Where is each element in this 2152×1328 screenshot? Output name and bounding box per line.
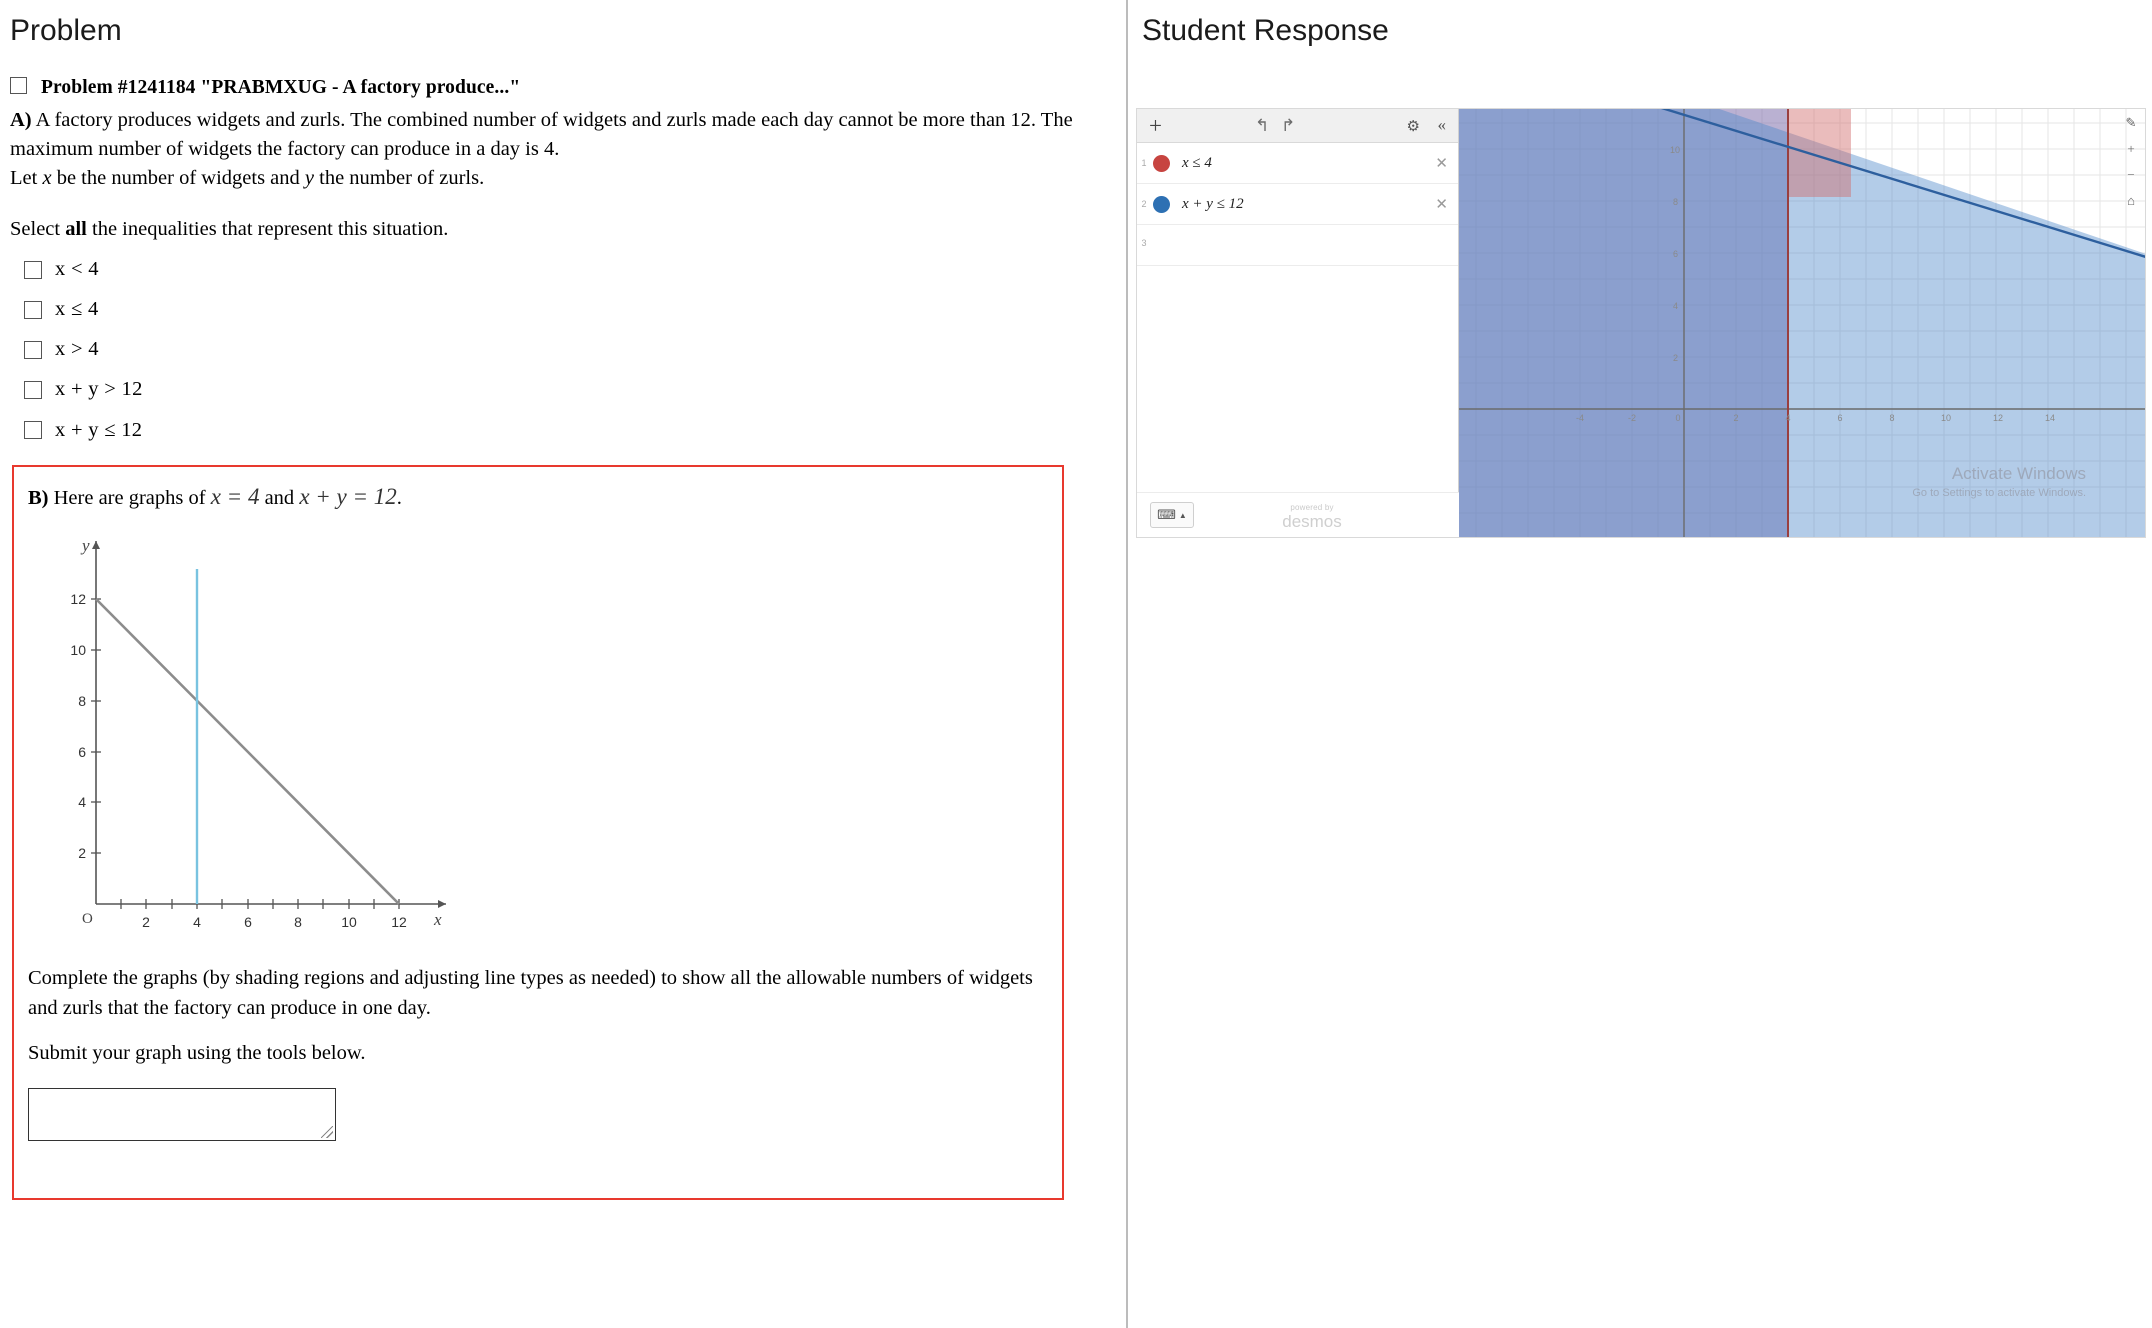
part-b-lead-pre: Here are graphs of: [53, 486, 211, 509]
expression-text[interactable]: x ≤ 4: [1182, 154, 1212, 171]
part-a-def-pre: Let: [10, 166, 43, 189]
region-overlap: [1788, 109, 1851, 197]
home-icon[interactable]: ⌂: [2127, 193, 2135, 208]
part-a-def-post: the number of zurls.: [314, 166, 485, 189]
desmos-calculator[interactable]: [1136, 108, 2146, 538]
svg-text:12: 12: [70, 591, 86, 608]
svg-text:8: 8: [1889, 413, 1895, 423]
svg-text:12: 12: [391, 914, 407, 931]
expression-index: 1: [1141, 158, 1147, 168]
equation-x-equals-4: x = 4: [210, 483, 260, 509]
svg-text:12: 12: [1992, 413, 2004, 423]
student-response-pane: [1128, 0, 2150, 1328]
svg-text:8: 8: [78, 693, 86, 710]
desmos-footer: [1137, 492, 1459, 538]
part-a-label: A): [10, 108, 32, 131]
powered-by-label: powered by: [1290, 503, 1334, 512]
chevron-up-icon: ▲: [1178, 510, 1187, 520]
svg-text:-2: -2: [1627, 413, 1637, 423]
svg-text:4: 4: [193, 914, 201, 931]
expression-row[interactable]: [1137, 184, 1458, 225]
svg-text:O: O: [82, 911, 93, 928]
add-expression-button[interactable]: +: [1149, 113, 1162, 138]
svg-text:4: 4: [1785, 413, 1791, 423]
part-b-lead-post: .: [396, 486, 402, 509]
svg-text:10: 10: [1940, 413, 1952, 423]
select-pre: Select: [10, 218, 66, 241]
choice-checkbox[interactable]: [24, 341, 42, 359]
part-a-paragraph: [10, 106, 1114, 164]
student-response-title: Student Response: [1142, 14, 1389, 47]
choice-checkbox[interactable]: [24, 261, 42, 279]
variable-x: x: [42, 166, 52, 189]
problem-checkbox[interactable]: [10, 77, 27, 94]
svg-text:4: 4: [78, 794, 86, 811]
close-icon[interactable]: ✕: [1435, 155, 1448, 172]
choice-label: x > 4: [55, 338, 99, 361]
choice-label: x + y > 12: [55, 378, 143, 401]
reference-graph-svg: [46, 529, 456, 939]
windows-activation-watermark: [1912, 463, 2086, 501]
close-icon[interactable]: ✕: [1435, 196, 1448, 213]
part-a-def-mid: be the number of widgets and: [51, 166, 305, 189]
wrench-icon[interactable]: ✎: [2125, 115, 2137, 130]
keyboard-icon[interactable]: [1150, 502, 1194, 528]
part-b-instruction: Complete the graphs (by shading regions and adjusting line types as needed) to show all the allowable numbers of widgets and zurls that the factory can produce in one day.: [28, 967, 1033, 1019]
expression-index: 3: [1141, 238, 1147, 248]
choice-checkbox[interactable]: [24, 381, 42, 399]
part-b-panel: [12, 465, 1064, 1200]
page-title: Problem: [10, 14, 122, 47]
svg-text:y: y: [82, 536, 90, 556]
line-x-plus-y-12: [96, 599, 399, 904]
choice-checkbox[interactable]: [24, 421, 42, 439]
svg-text:14: 14: [2044, 413, 2056, 423]
choice-option[interactable]: [10, 335, 1114, 364]
expression-text[interactable]: x + y ≤ 12: [1182, 195, 1244, 212]
answer-textarea[interactable]: [28, 1088, 336, 1141]
svg-text:8: 8: [294, 914, 302, 931]
expression-index: 2: [1141, 199, 1147, 209]
desmos-toolbar: [1137, 109, 1458, 143]
svg-text:2: 2: [1733, 413, 1739, 423]
select-post: the inequalities that represent this situation.: [86, 218, 449, 241]
choice-label: x ≤ 4: [55, 298, 99, 321]
keyboard-glyph: ⌨: [1157, 507, 1176, 522]
zoom-out-icon[interactable]: −: [2127, 167, 2135, 182]
part-a-text: A factory produces widgets and zurls. The combined number of widgets and zurls made each day cannot be more than 12. The maximum number of widgets the factory can produce in a day is 4.: [10, 108, 1073, 160]
gear-icon[interactable]: ⚙: [1406, 119, 1420, 135]
problem-header-row: [10, 74, 1114, 102]
expression-row[interactable]: [1137, 143, 1458, 184]
part-b-label: B): [28, 486, 49, 509]
expression-row-empty[interactable]: [1137, 225, 1458, 266]
desmos-expression-panel: [1137, 109, 1459, 538]
choice-option[interactable]: [10, 295, 1114, 324]
choice-option[interactable]: [10, 416, 1114, 445]
problem-body: [0, 74, 1126, 1200]
choice-option[interactable]: [10, 375, 1114, 404]
desmos-wordmark: desmos: [1282, 512, 1342, 531]
svg-text:0: 0: [1675, 413, 1681, 423]
problem-title: Problem #1241184 "PRABMXUG - A factory produce...": [41, 77, 521, 98]
svg-text:6: 6: [1672, 249, 1678, 259]
svg-text:6: 6: [244, 914, 252, 931]
choice-list: [10, 255, 1114, 445]
redo-icon[interactable]: ↱: [1281, 116, 1296, 135]
zoom-in-icon[interactable]: +: [2127, 141, 2135, 156]
watermark-line-1: Activate Windows: [1951, 464, 2086, 484]
select-all-emphasis: all: [65, 218, 87, 241]
desmos-graph[interactable]: [1459, 109, 2146, 538]
svg-text:10: 10: [70, 642, 86, 659]
svg-text:6: 6: [78, 744, 86, 761]
part-b-lead: [28, 481, 1046, 514]
svg-text:8: 8: [1672, 197, 1678, 207]
choice-checkbox[interactable]: [24, 301, 42, 319]
desmos-branding: [1257, 503, 1367, 532]
svg-text:x: x: [434, 910, 442, 930]
svg-text:10: 10: [1669, 145, 1680, 155]
svg-text:4: 4: [1672, 301, 1678, 311]
reference-graph: [46, 529, 1046, 948]
part-b-submit-note: Submit your graph using the tools below.: [28, 1041, 366, 1064]
choice-label: x + y ≤ 12: [55, 418, 143, 441]
desmos-graph-controls[interactable]: [2120, 115, 2142, 209]
select-instruction: [10, 215, 1114, 244]
watermark-line-2: Go to Settings to activate Windows.: [1912, 487, 2086, 500]
part-a-definition: [10, 164, 1114, 193]
svg-text:6: 6: [1837, 413, 1843, 423]
equation-x-plus-y-equals-12: x + y = 12: [299, 483, 397, 509]
expression-color-swatch[interactable]: [1153, 196, 1170, 213]
variable-y: y: [304, 166, 315, 189]
svg-text:10: 10: [341, 914, 357, 931]
undo-icon[interactable]: ↰: [1255, 116, 1270, 135]
svg-text:2: 2: [78, 845, 86, 862]
svg-text:2: 2: [1672, 353, 1678, 363]
choice-label: x < 4: [55, 258, 99, 281]
collapse-icon[interactable]: «: [1437, 115, 1446, 134]
part-b-lead-mid: and: [259, 486, 300, 509]
answer-input[interactable]: [29, 1089, 339, 1144]
choice-option[interactable]: [10, 255, 1114, 284]
svg-text:-4: -4: [1575, 413, 1585, 423]
svg-text:2: 2: [142, 914, 150, 931]
expression-color-swatch[interactable]: [1153, 155, 1170, 172]
